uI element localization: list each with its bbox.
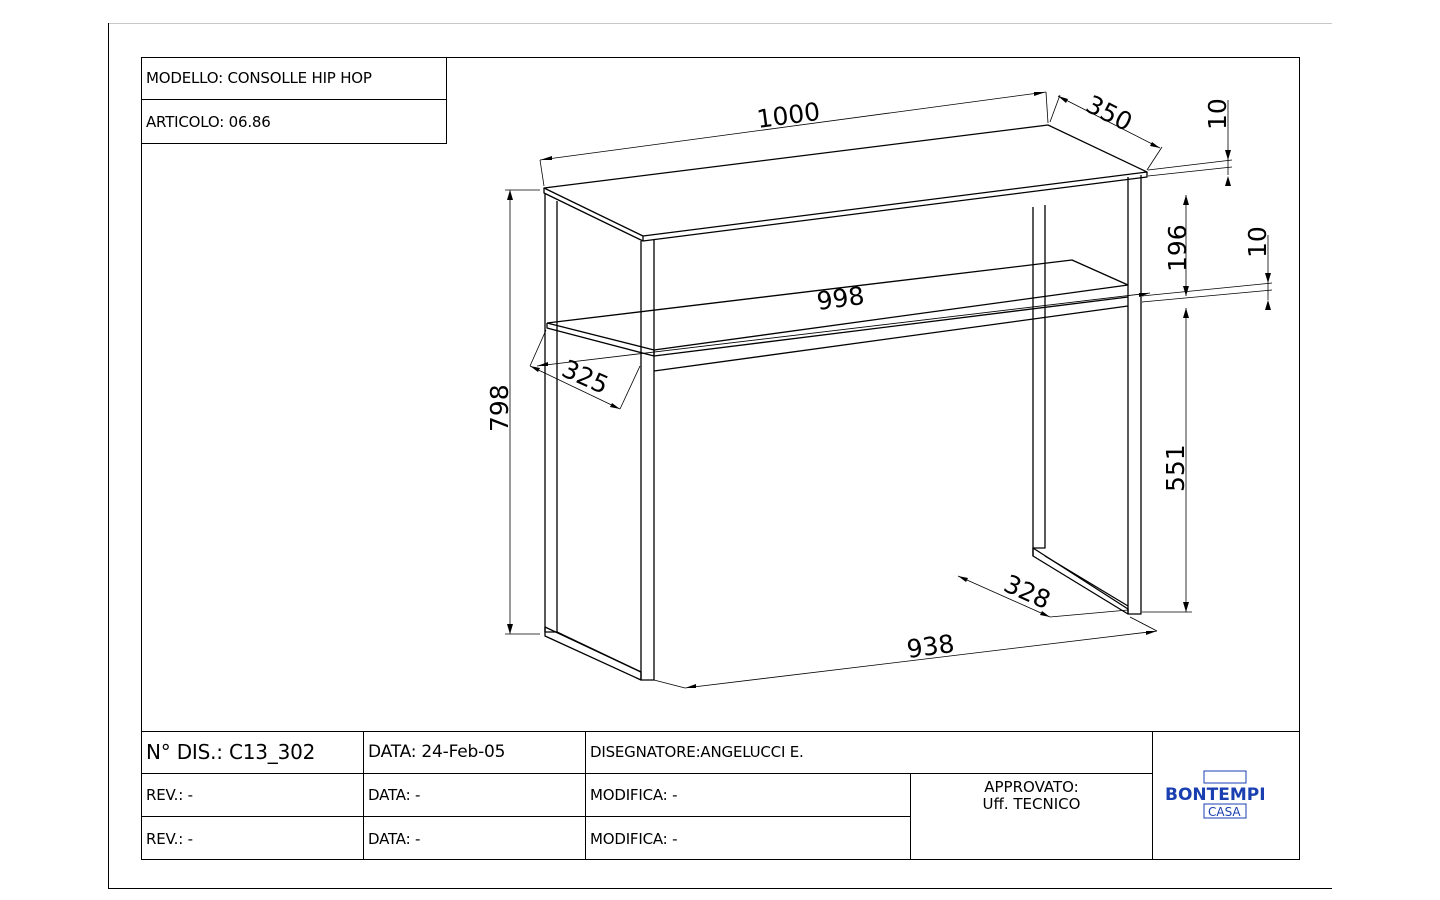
dim-shelf-depth: 325 xyxy=(557,353,613,400)
approved-office: Uff. TECNICO xyxy=(982,795,1081,813)
leg-front-left xyxy=(641,239,654,680)
dim-shelf-height: 551 xyxy=(1161,444,1190,492)
dim-shelf-gap: 196 xyxy=(1163,224,1192,272)
model-label: MODELLO: CONSOLLE HIP HOP xyxy=(141,57,447,100)
rev-2: REV.: - xyxy=(146,829,193,848)
dim-base-length: 938 xyxy=(904,628,957,664)
rev-1-date: DATA: - xyxy=(368,786,421,804)
leg-back-left xyxy=(545,194,557,632)
dim-base-depth: 328 xyxy=(999,568,1055,615)
drawing-number: N° DIS.: C13_302 xyxy=(146,740,316,764)
dim-top-length: 1000 xyxy=(754,96,822,134)
drawing-date: DATA: 24-Feb-05 xyxy=(368,742,506,762)
approved-block xyxy=(911,779,1152,813)
logo-brand: BONTEMPI xyxy=(1165,785,1266,805)
dim-shelf-thickness: 10 xyxy=(1243,226,1272,258)
shelf-edge xyxy=(547,323,654,356)
leg-front-right xyxy=(1128,175,1141,614)
base-left xyxy=(545,627,641,680)
rev-2-modifica: MODIFICA: - xyxy=(590,829,678,848)
dim-top-thickness: 10 xyxy=(1203,98,1232,130)
approved-label: APPROVATO: xyxy=(984,778,1079,796)
article-label: ARTICOLO: 06.86 xyxy=(146,113,271,131)
table-top-edge xyxy=(544,172,1147,241)
rev-2-date: DATA: - xyxy=(368,829,421,848)
table-top xyxy=(544,125,1147,236)
dim-total-height: 798 xyxy=(485,384,514,432)
leg-back-right xyxy=(1033,205,1045,548)
designer: DISEGNATORE:ANGELUCCI E. xyxy=(590,743,804,761)
logo-sub: CASA xyxy=(1208,805,1241,819)
rev-1: REV.: - xyxy=(146,786,193,804)
rev-1-modifica: MODIFICA: - xyxy=(590,786,678,804)
dim-top-depth: 350 xyxy=(1081,89,1137,138)
title-col-divider-4 xyxy=(1152,731,1153,860)
dim-shelf-length: 998 xyxy=(814,280,867,316)
